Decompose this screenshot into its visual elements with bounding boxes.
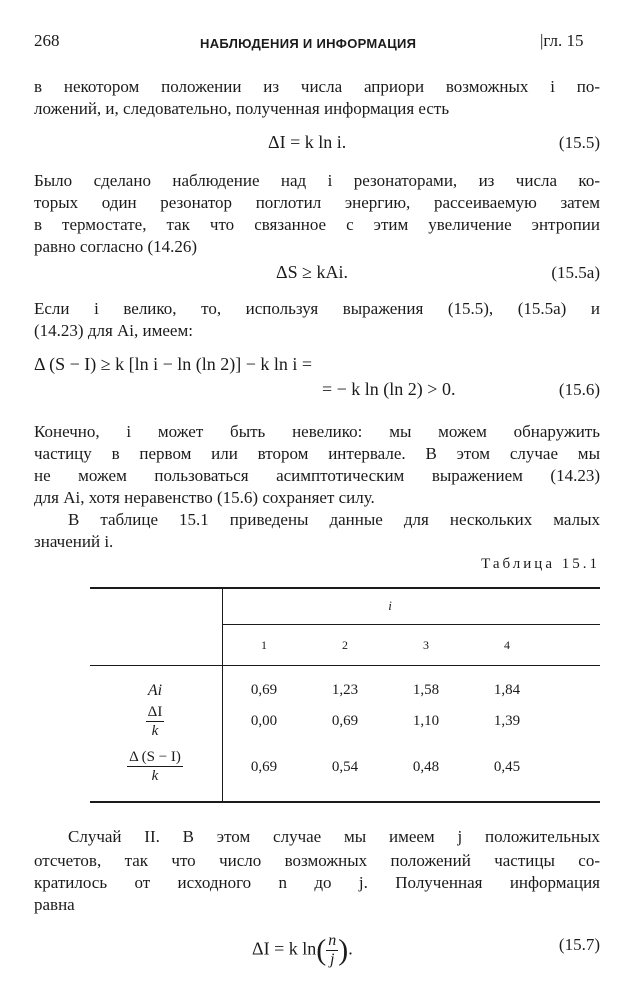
chapter-label: |гл. 15 (540, 31, 584, 50)
table-cell: 0,69 (250, 682, 278, 698)
para2-line1: Было сделано наблюдение над i резонаторами, из числа ко- (34, 171, 600, 190)
fraction-numerator: n (328, 932, 337, 949)
fraction-numerator: Δ (S − I) (129, 749, 181, 765)
table-cell: 0,54 (331, 759, 359, 775)
table-cell: 0,00 (250, 713, 278, 729)
para4-line2: частицу в первом или втором интервале. В этом случае мы (34, 444, 600, 463)
table-col-3: 3 (423, 638, 429, 652)
table-group-rule (222, 624, 600, 625)
fraction-numerator: ΔI (147, 704, 163, 720)
para4-line1: Конечно, i может быть невелико: мы можем обнаружить (34, 422, 600, 441)
equation-15-5a-number: (15.5a) (551, 263, 600, 282)
table-caption: Таблица 15.1 (481, 556, 600, 572)
table-cell: 1,10 (412, 713, 440, 729)
table-bottom-rule (90, 801, 600, 803)
para5-line2: значений i. (34, 532, 114, 551)
table-row-label (120, 703, 190, 740)
table-cell: 0,48 (412, 759, 440, 775)
para4-line4: для Ai, хотя неравенство (15.6) сохраняет силу. (34, 488, 375, 507)
equation-15-7-number: (15.7) (558, 935, 600, 954)
equation-15-5a: ΔS ≥ kAi. (276, 262, 348, 282)
para3-line1: Если i велико, то, используя выражения (15.5), (15.5a) и (34, 299, 600, 318)
running-title: НАБЛЮДЕНИЯ И ИНФОРМАЦИЯ (200, 36, 417, 51)
equation-15-7-lhs: ΔI = k ln (252, 938, 317, 959)
table-cell: 1,39 (493, 713, 521, 729)
equation-15-5-number: (15.5) (558, 133, 600, 152)
table-col-2: 2 (342, 638, 348, 652)
equation-15-7: ΔI = k ln( $\frac{n}{j}$ ). (252, 932, 353, 968)
table-cell: 0,45 (493, 759, 521, 775)
para1-line2: ложений, и, следовательно, полученная информация есть (34, 99, 450, 118)
equation-15-6-line1: Δ (S − I) ≥ k [ln i − ln (ln 2)] − k ln i = (34, 354, 313, 374)
equation-15-5: ΔI = k ln i. (268, 132, 347, 152)
para2-line3: в термостате, так что связанное с этим увеличение энтропии (34, 215, 600, 234)
table-cell: 1,84 (493, 682, 521, 698)
table-vertical-rule (222, 588, 223, 801)
table-col-4: 4 (504, 638, 510, 652)
table-cell: 1,23 (331, 682, 359, 698)
table-cell: 0,69 (331, 713, 359, 729)
para1-line1: в некотором положении из числа априори возможных i по- (34, 77, 600, 96)
table-col-1: 1 (261, 638, 267, 652)
para5-line1: В таблице 15.1 приведены данные для нескольких малых (68, 510, 600, 529)
equation-15-6-number: (15.6) (558, 380, 600, 399)
fraction-denominator: j (330, 951, 335, 968)
para2-line2: торых один резонатор поглотил энергию, рассеиваемую затем (34, 193, 600, 212)
table-top-rule (90, 587, 600, 589)
para6-line1: Случай II. В этом случае мы имеем j положительных (68, 827, 600, 846)
table-header-rule (90, 665, 600, 666)
fraction-denominator: k (151, 768, 159, 784)
table-group-header: i (388, 598, 392, 613)
table-cell: 0,69 (250, 759, 278, 775)
para4-line3: не можем пользоваться асимптотическим выражением (14.23) (34, 466, 600, 485)
table-row-label: Ai (147, 682, 163, 699)
table-cell: 1,58 (412, 682, 440, 698)
table-row-label (110, 748, 200, 785)
para6-line2: отсчетов, так что число возможных положений частицы со- (34, 851, 600, 870)
para2-line4: равно согласно (14.26) (34, 237, 198, 256)
fraction-denominator: k (151, 723, 159, 739)
page-number: 268 (34, 31, 60, 50)
para6-line3: кратилось от исходного n до j. Полученная информация (34, 873, 600, 892)
equation-15-6-line2: = − k ln (ln 2) > 0. (322, 379, 456, 399)
para3-line2: (14.23) для Ai, имеем: (34, 321, 193, 340)
para6-line4: равна (34, 895, 75, 914)
